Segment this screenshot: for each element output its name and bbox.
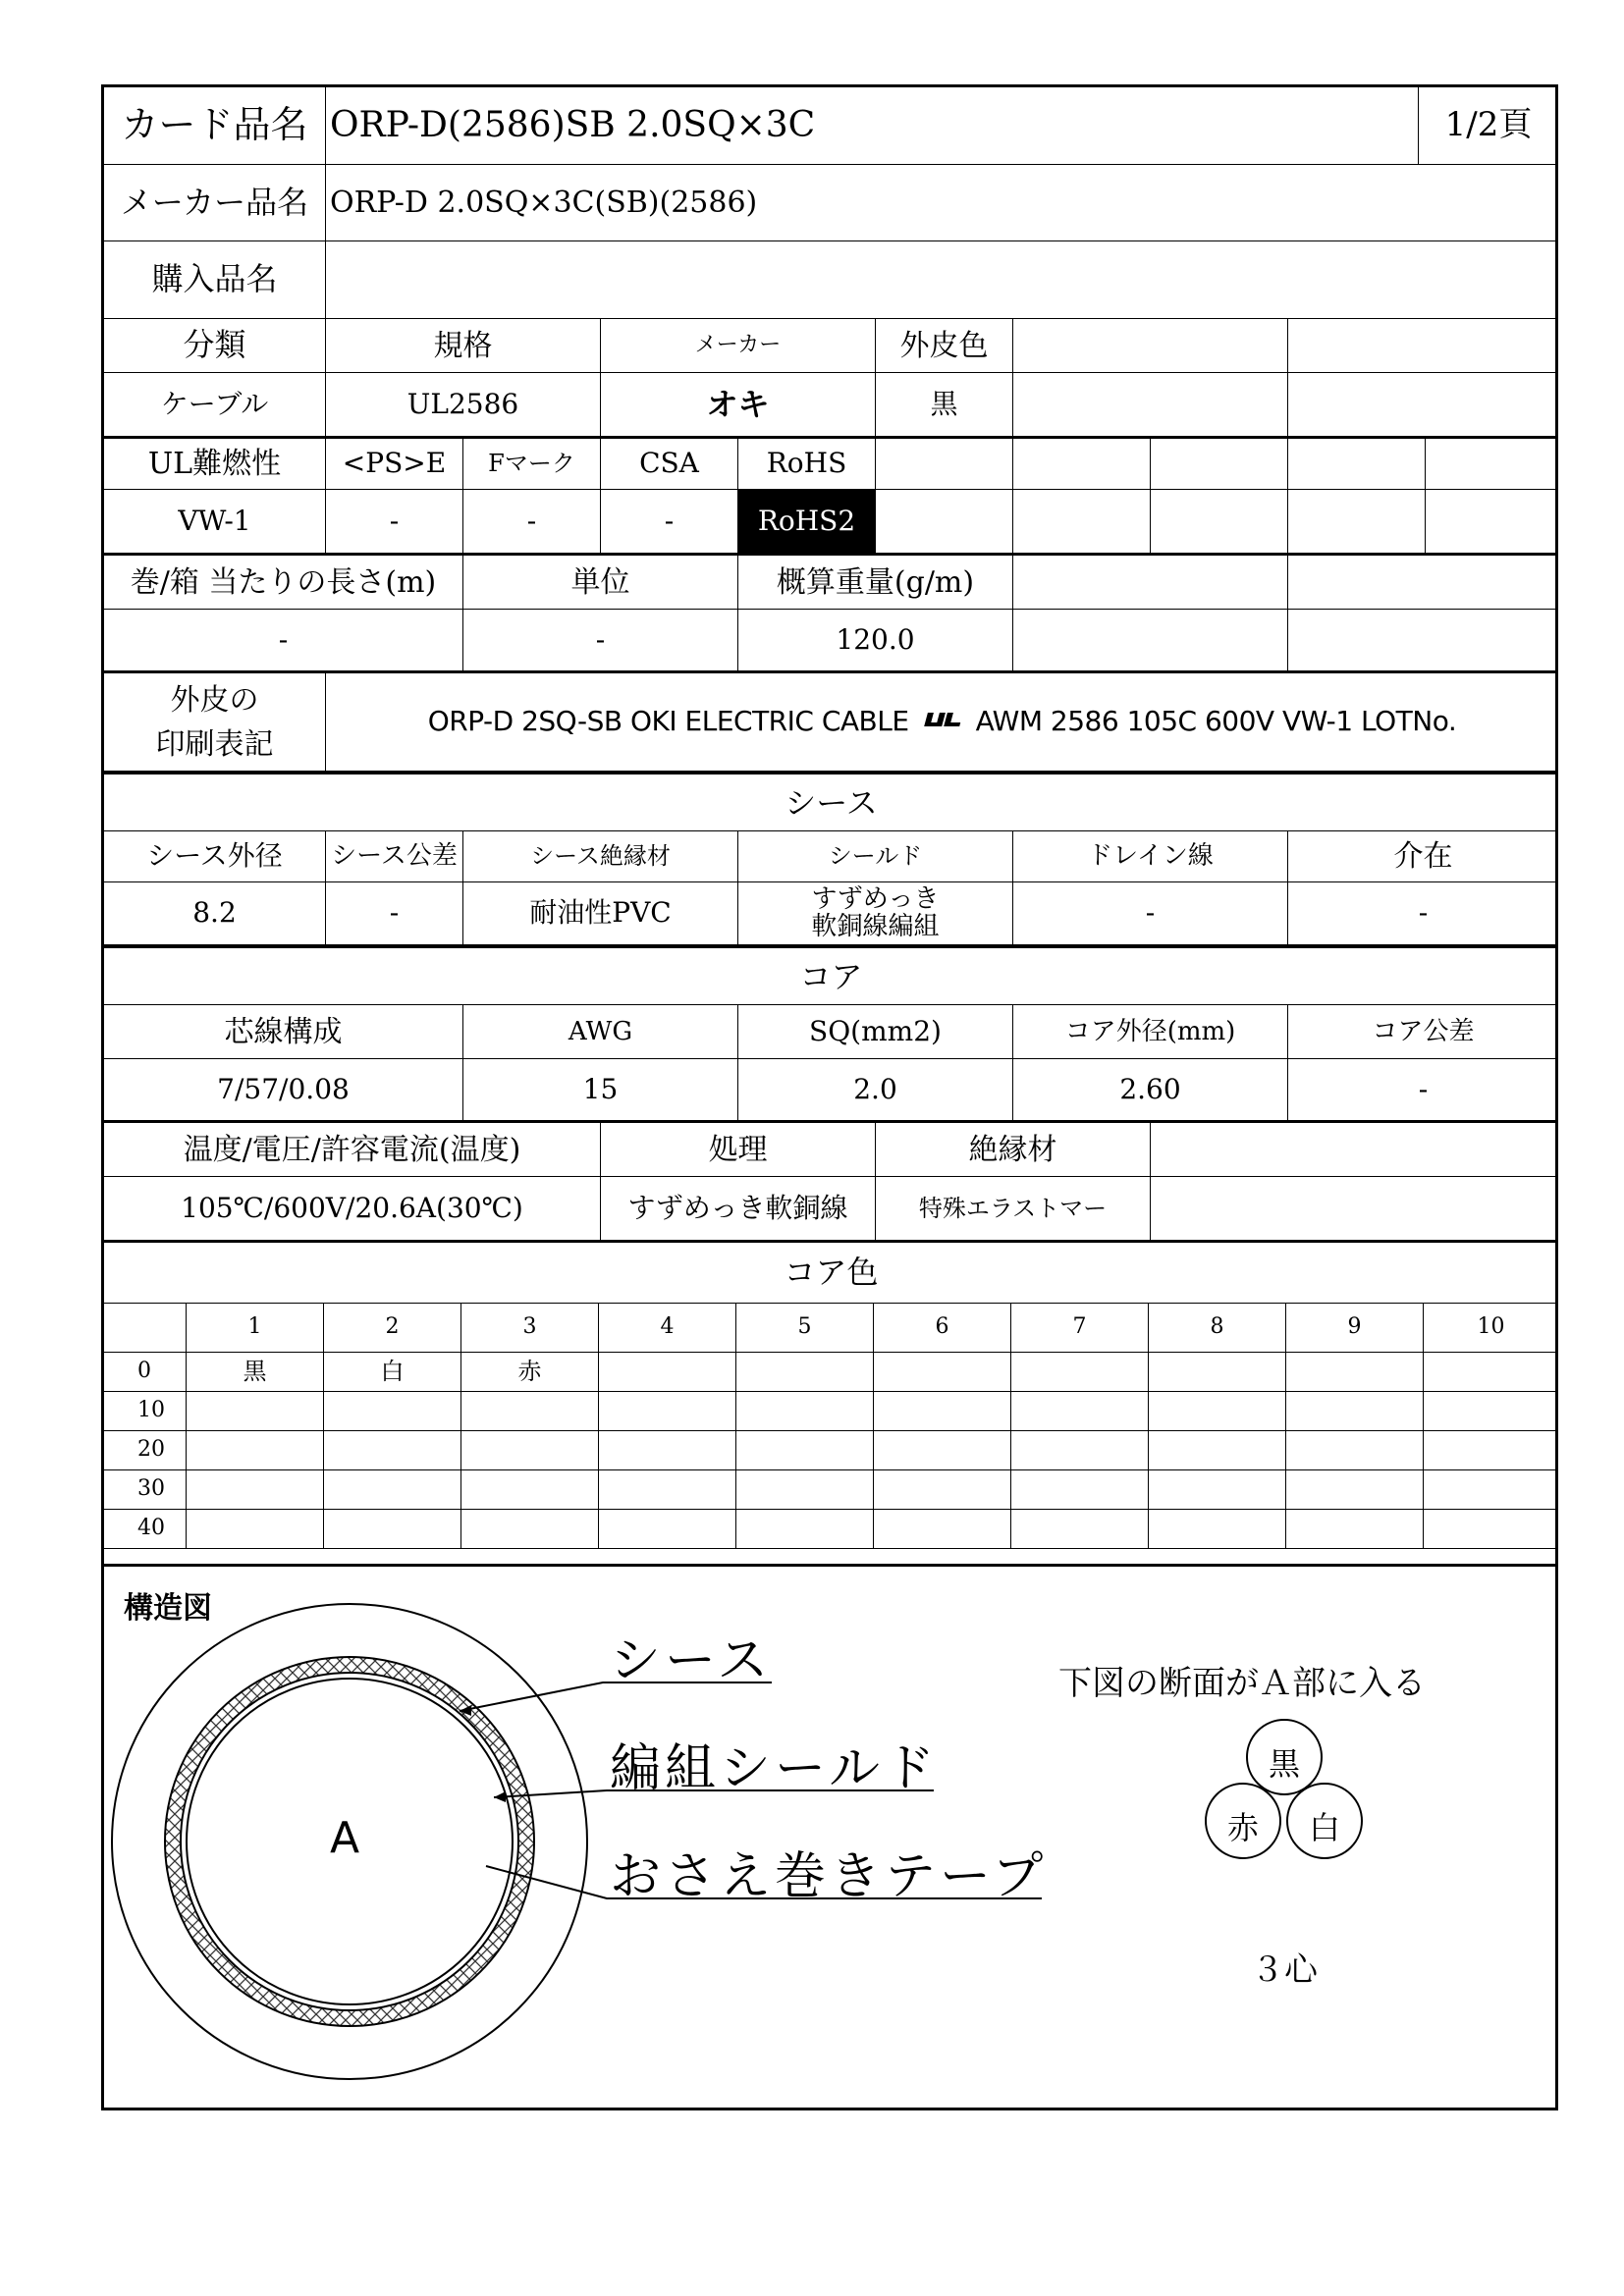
fmark-value: - [463,490,601,555]
grid-cell [1149,1510,1286,1549]
empty-cell [1013,439,1151,490]
grid-cell [1424,1510,1558,1549]
color-label: 外皮色 [876,319,1013,373]
card-name-value: ORP-D(2586)SB 2.0SQ×3C [326,87,1419,165]
grid-row-header: 10 [104,1392,187,1431]
core-ins-value: 特殊エラストマー [876,1177,1151,1242]
sheath-callout: シース [610,1631,773,1690]
grid-cell [1424,1470,1558,1510]
core-count: ３心 [1251,1950,1318,1990]
empty-cell [1151,490,1288,555]
grid-cell [736,1353,874,1392]
card-name-label: カード品名 [104,87,326,165]
grid-cell [599,1392,736,1431]
temp-value: 105℃/600V/20.6A(30℃) [104,1177,601,1242]
grid-col-header: 1 [187,1304,324,1353]
purchase-name-label: 購入品名 [104,241,326,319]
ul-mark-icon [923,707,962,737]
empty-cell [1288,610,1558,672]
grid-cell [1149,1353,1286,1392]
ps-value: - [326,490,463,555]
grid-cell [599,1510,736,1549]
empty-cell [1151,439,1288,490]
grid-cell: 赤 [461,1353,599,1392]
length-label: 巻/箱 当たりの長さ(m) [104,556,463,610]
grid-cell [1149,1431,1286,1470]
ul-value: VW-1 [104,490,326,555]
unit-value: - [463,610,738,672]
conductor-label: 芯線構成 [104,1005,463,1059]
sheath-tol-label: シース公差 [326,831,463,882]
grid-cell [874,1510,1011,1549]
shield-line2: 軟銅線編組 [811,911,940,941]
grid-cell [461,1431,599,1470]
grid-cell [736,1510,874,1549]
empty-cell [1426,490,1558,555]
grid-cell [461,1510,599,1549]
empty-cell [876,439,1013,490]
grid-col-header: 7 [1011,1304,1149,1353]
core-black-label: 黒 [1269,1745,1301,1783]
grid-row-header: 20 [104,1431,187,1470]
weight-label: 概算重量(g/m) [738,556,1013,610]
a-label: A [330,1813,360,1863]
filler-label: 介在 [1288,831,1558,882]
grid-cell [736,1470,874,1510]
grid-cell [324,1510,461,1549]
grid-row-header: 0 [104,1353,187,1392]
shield-callout: 編組シールド [610,1739,939,1798]
maker-name-label: メーカー品名 [104,165,326,241]
grid-col-header: 6 [874,1304,1011,1353]
grid-row-header: 40 [104,1510,187,1549]
core-tol-label: コア公差 [1288,1005,1558,1059]
empty-cell [1288,490,1426,555]
tape-callout: おさえ巻きテープ [610,1847,1048,1906]
sq-value: 2.0 [738,1059,1013,1122]
csa-label: CSA [601,439,738,490]
grid-cell [1011,1510,1149,1549]
empty-cell [1013,556,1288,610]
empty-cell [876,490,1013,555]
grid-cell [1149,1392,1286,1431]
grid-cell [599,1431,736,1470]
shield-line1: すずめっき [811,884,940,915]
maker-name-value: ORP-D 2.0SQ×3C(SB)(2586) [326,165,1558,241]
core-title: コア [104,951,1558,1005]
filler-value: - [1288,882,1558,945]
drain-label: ドレイン線 [1013,831,1288,882]
print-marking-label [104,673,326,772]
grid-cell [1286,1353,1424,1392]
grid-cell [599,1353,736,1392]
grid-cell [599,1470,736,1510]
grid-cell [187,1510,324,1549]
empty-cell [1013,490,1151,555]
shield-value [738,882,1013,945]
core-od-label: コア外径(mm) [1013,1005,1288,1059]
sheath-ins-label: シース絶縁材 [463,831,738,882]
empty-cell [1288,556,1558,610]
core-color-title: コア色 [104,1243,1558,1304]
grid-cell [1149,1470,1286,1510]
core-ins-label: 絶縁材 [876,1123,1151,1177]
grid-col-header: 10 [1424,1304,1558,1353]
empty-cell [1151,1177,1558,1242]
grid-col-header: 8 [1149,1304,1286,1353]
ps-label: <PS>E [326,439,463,490]
unit-label: 単位 [463,556,738,610]
grid-cell [874,1392,1011,1431]
maker-value: オキ [601,373,876,438]
color-value: 黒 [876,373,1013,438]
grid-cell [187,1392,324,1431]
grid-cell [1424,1392,1558,1431]
empty-cell [1288,319,1558,373]
grid-col-header: 3 [461,1304,599,1353]
conductor-value: 7/57/0.08 [104,1059,463,1122]
empty-cell [1426,439,1558,490]
core-tol-value: - [1288,1059,1558,1122]
empty-cell [1013,373,1288,438]
rohs-value: RoHS2 [738,490,876,555]
grid-cell [461,1470,599,1510]
grid-cell [1011,1353,1149,1392]
maker-label: メーカー [601,319,876,373]
kikaku-label: 規格 [326,319,601,373]
grid-cell [1286,1431,1424,1470]
rohs-label: RoHS [738,439,876,490]
ul-label: UL難燃性 [104,439,326,490]
core-white-label: 白 [1309,1809,1341,1846]
grid-corner [104,1304,187,1353]
empty-cell [1013,319,1288,373]
grid-cell [1424,1431,1558,1470]
sheath-ins-value: 耐油性PVC [463,882,738,945]
bunrui-value: ケーブル [104,373,326,438]
grid-cell [736,1392,874,1431]
grid-col-header: 9 [1286,1304,1424,1353]
grid-col-header: 2 [324,1304,461,1353]
print-text-1: ORP-D 2SQ-SB OKI ELECTRIC CABLE [427,705,909,738]
treat-value: すずめっき軟銅線 [601,1177,876,1242]
grid-cell [461,1392,599,1431]
print-marking-value [326,673,1558,772]
empty-cell [1013,610,1288,672]
empty-cell [1288,373,1558,438]
empty-cell [1151,1123,1558,1177]
weight-value: 120.0 [738,610,1013,672]
grid-cell [324,1431,461,1470]
empty-cell [1288,439,1426,490]
grid-cell [1011,1431,1149,1470]
structure-title: 構造図 [124,1591,212,1626]
divider [104,772,1555,774]
grid-cell [874,1353,1011,1392]
temp-label: 温度/電圧/許容電流(温度) [104,1123,601,1177]
grid-cell [1011,1470,1149,1510]
divider [104,945,1555,948]
grid-cell [324,1392,461,1431]
grid-row-header: 30 [104,1470,187,1510]
grid-cell: 黒 [187,1353,324,1392]
sheath-od-value: 8.2 [104,882,326,945]
sheath-title: シース [104,777,1558,831]
print-label-line1: 外皮の [170,682,259,718]
fmark-label: Fマーク [463,439,601,490]
grid-cell [874,1431,1011,1470]
grid-cell [1424,1353,1558,1392]
shield-label: シールド [738,831,1013,882]
treat-label: 処理 [601,1123,876,1177]
sheath-od-label: シース外径 [104,831,326,882]
cross-section-note: 下図の断面がＡ部に入る [1058,1664,1426,1703]
sq-label: SQ(mm2) [738,1005,1013,1059]
awg-value: 15 [463,1059,738,1122]
grid-cell [324,1470,461,1510]
grid-cell: 白 [324,1353,461,1392]
grid-col-header: 4 [599,1304,736,1353]
page-number: 1/2頁 [1419,87,1558,165]
awg-label: AWG [463,1005,738,1059]
sheath-tol-value: - [326,882,463,945]
grid-cell [1286,1392,1424,1431]
drain-value: - [1013,882,1288,945]
core-od-value: 2.60 [1013,1059,1288,1122]
print-text-2: AWM 2586 105C 600V VW-1 LOTNo. [975,705,1457,738]
kikaku-value: UL2586 [326,373,601,438]
grid-col-header: 5 [736,1304,874,1353]
core-red-label: 赤 [1227,1809,1260,1846]
bunrui-label: 分類 [104,319,326,373]
purchase-name-value [326,241,1558,319]
grid-cell [874,1470,1011,1510]
csa-value: - [601,490,738,555]
grid-cell [736,1431,874,1470]
grid-cell [1286,1470,1424,1510]
grid-cell [187,1431,324,1470]
length-value: - [104,610,463,672]
grid-cell [1286,1510,1424,1549]
grid-cell [1011,1392,1149,1431]
print-label-line2: 印刷表記 [155,726,274,762]
grid-cell [187,1470,324,1510]
spec-sheet [101,84,1558,2110]
